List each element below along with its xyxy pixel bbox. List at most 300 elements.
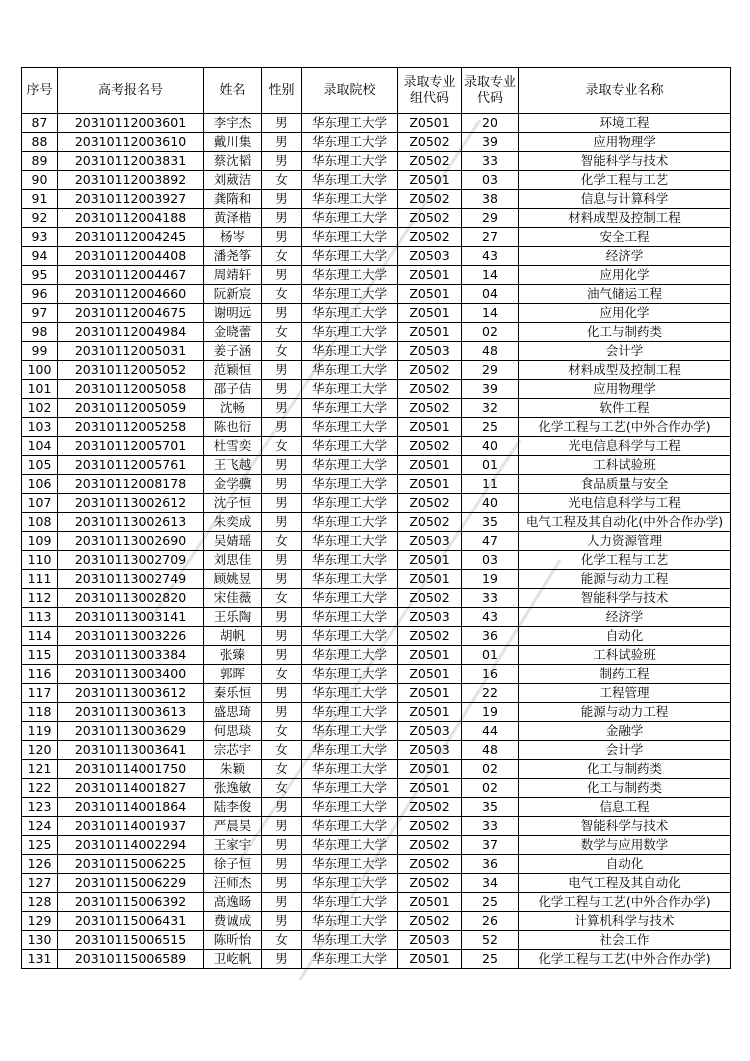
gender-cell: 女 — [262, 779, 302, 798]
gender-cell: 女 — [262, 437, 302, 456]
table-row — [22, 494, 731, 513]
major-code-cell: 35 — [462, 513, 519, 532]
school-cell: 华东理工大学 — [302, 817, 398, 836]
school-cell: 华东理工大学 — [302, 608, 398, 627]
gender-cell: 男 — [262, 380, 302, 399]
reg-no-cell: 20310112003892 — [58, 171, 204, 190]
school-cell: 华东理工大学 — [302, 665, 398, 684]
school-cell: 华东理工大学 — [302, 323, 398, 342]
name-cell: 阮新宸 — [204, 285, 262, 304]
table-row — [22, 855, 731, 874]
table-row — [22, 551, 731, 570]
name-cell: 潘尧筝 — [204, 247, 262, 266]
major-code-cell: 52 — [462, 931, 519, 950]
major-code-cell: 40 — [462, 437, 519, 456]
school-cell: 华东理工大学 — [302, 874, 398, 893]
seq-cell: 90 — [22, 171, 58, 190]
major-name-cell: 制药工程 — [519, 665, 731, 684]
table-row — [22, 931, 731, 950]
group-code-cell: Z0501 — [398, 266, 462, 285]
reg-no-cell: 20310113003613 — [58, 703, 204, 722]
group-code-cell: Z0502 — [398, 380, 462, 399]
name-cell: 黄泽楷 — [204, 209, 262, 228]
table-row — [22, 266, 731, 285]
major-code-cell: 03 — [462, 171, 519, 190]
table-row — [22, 798, 731, 817]
group-code-cell: Z0503 — [398, 741, 462, 760]
major-code-cell: 03 — [462, 551, 519, 570]
group-code-cell: Z0501 — [398, 893, 462, 912]
major-name-cell: 工科试验班 — [519, 456, 731, 475]
table-row — [22, 722, 731, 741]
school-cell: 华东理工大学 — [302, 114, 398, 133]
seq-cell: 129 — [22, 912, 58, 931]
reg-no-cell: 20310113003226 — [58, 627, 204, 646]
seq-cell: 88 — [22, 133, 58, 152]
major-name-cell: 电气工程及其自动化(中外合作办学) — [519, 513, 731, 532]
reg-no-cell: 20310113003641 — [58, 741, 204, 760]
gender-cell: 女 — [262, 760, 302, 779]
reg-no-cell: 20310114001827 — [58, 779, 204, 798]
seq-cell: 91 — [22, 190, 58, 209]
group-code-cell: Z0501 — [398, 950, 462, 969]
school-cell: 华东理工大学 — [302, 950, 398, 969]
gender-cell: 男 — [262, 190, 302, 209]
gender-cell: 女 — [262, 931, 302, 950]
group-code-cell: Z0502 — [398, 912, 462, 931]
seq-cell: 116 — [22, 665, 58, 684]
major-name-cell: 食品质量与安全 — [519, 475, 731, 494]
seq-cell: 101 — [22, 380, 58, 399]
gender-cell: 男 — [262, 570, 302, 589]
gender-cell: 女 — [262, 342, 302, 361]
table-row — [22, 836, 731, 855]
gender-cell: 女 — [262, 171, 302, 190]
group-code-cell: Z0503 — [398, 608, 462, 627]
reg-no-cell: 20310112004245 — [58, 228, 204, 247]
major-code-cell: 39 — [462, 380, 519, 399]
group-code-cell: Z0503 — [398, 532, 462, 551]
reg-no-cell: 20310112003610 — [58, 133, 204, 152]
table-row — [22, 589, 731, 608]
reg-no-cell: 20310112004188 — [58, 209, 204, 228]
reg-no-cell: 20310112003927 — [58, 190, 204, 209]
school-cell: 华东理工大学 — [302, 361, 398, 380]
school-cell: 华东理工大学 — [302, 760, 398, 779]
reg-no-cell: 20310113002709 — [58, 551, 204, 570]
gender-cell: 男 — [262, 304, 302, 323]
school-cell: 华东理工大学 — [302, 532, 398, 551]
table-row — [22, 760, 731, 779]
major-name-cell: 化学工程与工艺(中外合作办学) — [519, 893, 731, 912]
name-cell: 盛思琦 — [204, 703, 262, 722]
group-code-cell: Z0502 — [398, 855, 462, 874]
table-row — [22, 418, 731, 437]
major-code-cell: 19 — [462, 703, 519, 722]
gender-cell: 女 — [262, 665, 302, 684]
gender-cell: 男 — [262, 494, 302, 513]
seq-cell: 128 — [22, 893, 58, 912]
seq-cell: 110 — [22, 551, 58, 570]
table-row — [22, 779, 731, 798]
table-row — [22, 874, 731, 893]
name-cell: 谢明远 — [204, 304, 262, 323]
table-row — [22, 703, 731, 722]
name-cell: 刘葳洁 — [204, 171, 262, 190]
seq-cell: 107 — [22, 494, 58, 513]
group-code-cell: Z0503 — [398, 342, 462, 361]
major-code-cell: 01 — [462, 646, 519, 665]
reg-no-cell: 20310113003384 — [58, 646, 204, 665]
table-row — [22, 513, 731, 532]
major-name-cell: 安全工程 — [519, 228, 731, 247]
group-code-cell: Z0501 — [398, 456, 462, 475]
reg-no-cell: 20310112004675 — [58, 304, 204, 323]
reg-no-cell: 20310114001750 — [58, 760, 204, 779]
major-code-cell: 22 — [462, 684, 519, 703]
reg-no-cell: 20310113002749 — [58, 570, 204, 589]
seq-cell: 114 — [22, 627, 58, 646]
name-cell: 王家宇 — [204, 836, 262, 855]
major-code-cell: 35 — [462, 798, 519, 817]
major-name-cell: 自动化 — [519, 855, 731, 874]
reg-no-cell: 20310113003629 — [58, 722, 204, 741]
major-name-cell: 材料成型及控制工程 — [519, 209, 731, 228]
reg-no-cell: 20310112004467 — [58, 266, 204, 285]
table-row — [22, 152, 731, 171]
table-row — [22, 133, 731, 152]
table-row — [22, 893, 731, 912]
seq-cell: 113 — [22, 608, 58, 627]
table-row — [22, 171, 731, 190]
major-name-cell: 光电信息科学与工程 — [519, 494, 731, 513]
major-code-cell: 36 — [462, 855, 519, 874]
gender-cell: 女 — [262, 722, 302, 741]
table-row — [22, 228, 731, 247]
table-row — [22, 817, 731, 836]
reg-no-cell: 20310113003400 — [58, 665, 204, 684]
major-code-cell: 33 — [462, 589, 519, 608]
seq-cell: 96 — [22, 285, 58, 304]
gender-cell: 男 — [262, 893, 302, 912]
reg-no-cell: 20310112008178 — [58, 475, 204, 494]
table-row — [22, 950, 731, 969]
major-name-cell: 化学工程与工艺 — [519, 551, 731, 570]
gender-cell: 女 — [262, 323, 302, 342]
group-code-cell: Z0502 — [398, 228, 462, 247]
group-code-cell: Z0503 — [398, 931, 462, 950]
seq-cell: 124 — [22, 817, 58, 836]
major-name-cell: 经济学 — [519, 608, 731, 627]
major-code-cell: 34 — [462, 874, 519, 893]
major-name-cell: 化学工程与工艺 — [519, 171, 731, 190]
major-name-cell: 工程管理 — [519, 684, 731, 703]
major-code-cell: 02 — [462, 760, 519, 779]
group-code-cell: Z0502 — [398, 627, 462, 646]
gender-cell: 女 — [262, 247, 302, 266]
school-cell: 华东理工大学 — [302, 418, 398, 437]
reg-no-cell: 20310112005761 — [58, 456, 204, 475]
seq-cell: 93 — [22, 228, 58, 247]
header-school: 录取院校 — [302, 68, 398, 114]
seq-cell: 106 — [22, 475, 58, 494]
name-cell: 卫屹帆 — [204, 950, 262, 969]
school-cell: 华东理工大学 — [302, 646, 398, 665]
reg-no-cell: 20310115006431 — [58, 912, 204, 931]
major-name-cell: 化工与制药类 — [519, 760, 731, 779]
group-code-cell: Z0501 — [398, 703, 462, 722]
major-code-cell: 19 — [462, 570, 519, 589]
seq-cell: 105 — [22, 456, 58, 475]
group-code-cell: Z0502 — [398, 836, 462, 855]
seq-cell: 111 — [22, 570, 58, 589]
gender-cell: 男 — [262, 627, 302, 646]
major-code-cell: 14 — [462, 304, 519, 323]
table-row — [22, 456, 731, 475]
major-name-cell: 能源与动力工程 — [519, 570, 731, 589]
gender-cell: 男 — [262, 551, 302, 570]
reg-no-cell: 20310115006515 — [58, 931, 204, 950]
table-row — [22, 437, 731, 456]
table-row — [22, 475, 731, 494]
school-cell: 华东理工大学 — [302, 228, 398, 247]
gender-cell: 男 — [262, 475, 302, 494]
reg-no-cell: 20310113003141 — [58, 608, 204, 627]
name-cell: 范颖恒 — [204, 361, 262, 380]
gender-cell: 男 — [262, 228, 302, 247]
group-code-cell: Z0503 — [398, 722, 462, 741]
name-cell: 徐子恒 — [204, 855, 262, 874]
name-cell: 蔡沈韬 — [204, 152, 262, 171]
gender-cell: 男 — [262, 817, 302, 836]
admission-table — [21, 67, 731, 969]
header-gender: 性别 — [262, 68, 302, 114]
seq-cell: 104 — [22, 437, 58, 456]
gender-cell: 男 — [262, 874, 302, 893]
name-cell: 沈畅 — [204, 399, 262, 418]
major-name-cell: 应用化学 — [519, 266, 731, 285]
seq-cell: 103 — [22, 418, 58, 437]
gender-cell: 女 — [262, 532, 302, 551]
major-code-cell: 48 — [462, 342, 519, 361]
group-code-cell: Z0501 — [398, 665, 462, 684]
major-code-cell: 29 — [462, 361, 519, 380]
seq-cell: 99 — [22, 342, 58, 361]
major-code-cell: 02 — [462, 779, 519, 798]
gender-cell: 男 — [262, 912, 302, 931]
gender-cell: 男 — [262, 513, 302, 532]
name-cell: 汪师杰 — [204, 874, 262, 893]
group-code-cell: Z0501 — [398, 779, 462, 798]
seq-cell: 89 — [22, 152, 58, 171]
name-cell: 李宇杰 — [204, 114, 262, 133]
group-code-cell: Z0501 — [398, 760, 462, 779]
group-code-cell: Z0502 — [398, 589, 462, 608]
table-row — [22, 190, 731, 209]
major-name-cell: 智能科学与技术 — [519, 152, 731, 171]
gender-cell: 男 — [262, 209, 302, 228]
name-cell: 姜子涵 — [204, 342, 262, 361]
seq-cell: 112 — [22, 589, 58, 608]
reg-no-cell: 20310113002690 — [58, 532, 204, 551]
school-cell: 华东理工大学 — [302, 456, 398, 475]
header-row — [22, 68, 731, 114]
group-code-cell: Z0501 — [398, 323, 462, 342]
gender-cell: 男 — [262, 152, 302, 171]
seq-cell: 115 — [22, 646, 58, 665]
table-row — [22, 399, 731, 418]
table-row — [22, 912, 731, 931]
school-cell: 华东理工大学 — [302, 798, 398, 817]
major-name-cell: 智能科学与技术 — [519, 589, 731, 608]
reg-no-cell: 20310114002294 — [58, 836, 204, 855]
school-cell: 华东理工大学 — [302, 133, 398, 152]
group-code-cell: Z0502 — [398, 190, 462, 209]
name-cell: 朱奕成 — [204, 513, 262, 532]
name-cell: 陈也衍 — [204, 418, 262, 437]
major-code-cell: 48 — [462, 741, 519, 760]
table-row — [22, 361, 731, 380]
gender-cell: 男 — [262, 456, 302, 475]
seq-cell: 123 — [22, 798, 58, 817]
group-code-cell: Z0502 — [398, 399, 462, 418]
gender-cell: 男 — [262, 266, 302, 285]
name-cell: 顾姚昱 — [204, 570, 262, 589]
school-cell: 华东理工大学 — [302, 893, 398, 912]
reg-no-cell: 20310115006229 — [58, 874, 204, 893]
seq-cell: 109 — [22, 532, 58, 551]
name-cell: 何思琰 — [204, 722, 262, 741]
school-cell: 华东理工大学 — [302, 570, 398, 589]
seq-cell: 117 — [22, 684, 58, 703]
major-name-cell: 材料成型及控制工程 — [519, 361, 731, 380]
group-code-cell: Z0501 — [398, 114, 462, 133]
group-code-cell: Z0503 — [398, 247, 462, 266]
gender-cell: 男 — [262, 703, 302, 722]
seq-cell: 118 — [22, 703, 58, 722]
major-code-cell: 39 — [462, 133, 519, 152]
seq-cell: 119 — [22, 722, 58, 741]
group-code-cell: Z0501 — [398, 551, 462, 570]
major-name-cell: 信息与计算科学 — [519, 190, 731, 209]
table-row — [22, 665, 731, 684]
group-code-cell: Z0502 — [398, 817, 462, 836]
school-cell: 华东理工大学 — [302, 437, 398, 456]
name-cell: 宋佳薇 — [204, 589, 262, 608]
major-code-cell: 44 — [462, 722, 519, 741]
major-code-cell: 14 — [462, 266, 519, 285]
name-cell: 张臻 — [204, 646, 262, 665]
name-cell: 杨岑 — [204, 228, 262, 247]
major-code-cell: 33 — [462, 152, 519, 171]
school-cell: 华东理工大学 — [302, 209, 398, 228]
school-cell: 华东理工大学 — [302, 266, 398, 285]
major-code-cell: 47 — [462, 532, 519, 551]
table-row — [22, 114, 731, 133]
major-code-cell: 38 — [462, 190, 519, 209]
seq-cell: 120 — [22, 741, 58, 760]
seq-cell: 94 — [22, 247, 58, 266]
group-code-cell: Z0501 — [398, 475, 462, 494]
reg-no-cell: 20310112004408 — [58, 247, 204, 266]
group-code-cell: Z0502 — [398, 874, 462, 893]
name-cell: 郭晖 — [204, 665, 262, 684]
reg-no-cell: 20310115006589 — [58, 950, 204, 969]
name-cell: 金晓蕾 — [204, 323, 262, 342]
major-code-cell: 43 — [462, 247, 519, 266]
seq-cell: 126 — [22, 855, 58, 874]
group-code-cell: Z0501 — [398, 285, 462, 304]
major-code-cell: 43 — [462, 608, 519, 627]
reg-no-cell: 20310112003601 — [58, 114, 204, 133]
table-row — [22, 323, 731, 342]
school-cell: 华东理工大学 — [302, 475, 398, 494]
seq-cell: 87 — [22, 114, 58, 133]
seq-cell: 127 — [22, 874, 58, 893]
major-name-cell: 自动化 — [519, 627, 731, 646]
school-cell: 华东理工大学 — [302, 304, 398, 323]
name-cell: 陈昕怡 — [204, 931, 262, 950]
table-row — [22, 646, 731, 665]
seq-cell: 131 — [22, 950, 58, 969]
major-name-cell: 数学与应用数学 — [519, 836, 731, 855]
gender-cell: 男 — [262, 855, 302, 874]
reg-no-cell: 20310112004660 — [58, 285, 204, 304]
name-cell: 朱颖 — [204, 760, 262, 779]
gender-cell: 女 — [262, 741, 302, 760]
major-name-cell: 应用物理学 — [519, 380, 731, 399]
major-code-cell: 32 — [462, 399, 519, 418]
seq-cell: 100 — [22, 361, 58, 380]
major-code-cell: 20 — [462, 114, 519, 133]
gender-cell: 男 — [262, 950, 302, 969]
major-code-cell: 25 — [462, 893, 519, 912]
gender-cell: 女 — [262, 589, 302, 608]
name-cell: 周靖轩 — [204, 266, 262, 285]
major-code-cell: 26 — [462, 912, 519, 931]
reg-no-cell: 20310112003831 — [58, 152, 204, 171]
school-cell: 华东理工大学 — [302, 684, 398, 703]
name-cell: 陆李俊 — [204, 798, 262, 817]
school-cell: 华东理工大学 — [302, 836, 398, 855]
major-name-cell: 化工与制药类 — [519, 323, 731, 342]
header-major-name: 录取专业名称 — [519, 68, 731, 114]
school-cell: 华东理工大学 — [302, 912, 398, 931]
seq-cell: 130 — [22, 931, 58, 950]
group-code-cell: Z0501 — [398, 646, 462, 665]
major-code-cell: 11 — [462, 475, 519, 494]
major-name-cell: 智能科学与技术 — [519, 817, 731, 836]
name-cell: 秦乐恒 — [204, 684, 262, 703]
major-name-cell: 化学工程与工艺(中外合作办学) — [519, 418, 731, 437]
major-code-cell: 36 — [462, 627, 519, 646]
name-cell: 邵子佶 — [204, 380, 262, 399]
reg-no-cell: 20310115006392 — [58, 893, 204, 912]
gender-cell: 男 — [262, 608, 302, 627]
seq-cell: 92 — [22, 209, 58, 228]
seq-cell: 97 — [22, 304, 58, 323]
school-cell: 华东理工大学 — [302, 703, 398, 722]
school-cell: 华东理工大学 — [302, 589, 398, 608]
table-row — [22, 570, 731, 589]
school-cell: 华东理工大学 — [302, 627, 398, 646]
major-code-cell: 29 — [462, 209, 519, 228]
table-row — [22, 627, 731, 646]
major-name-cell: 化学工程与工艺(中外合作办学) — [519, 950, 731, 969]
school-cell: 华东理工大学 — [302, 399, 398, 418]
group-code-cell: Z0502 — [398, 494, 462, 513]
gender-cell: 男 — [262, 133, 302, 152]
